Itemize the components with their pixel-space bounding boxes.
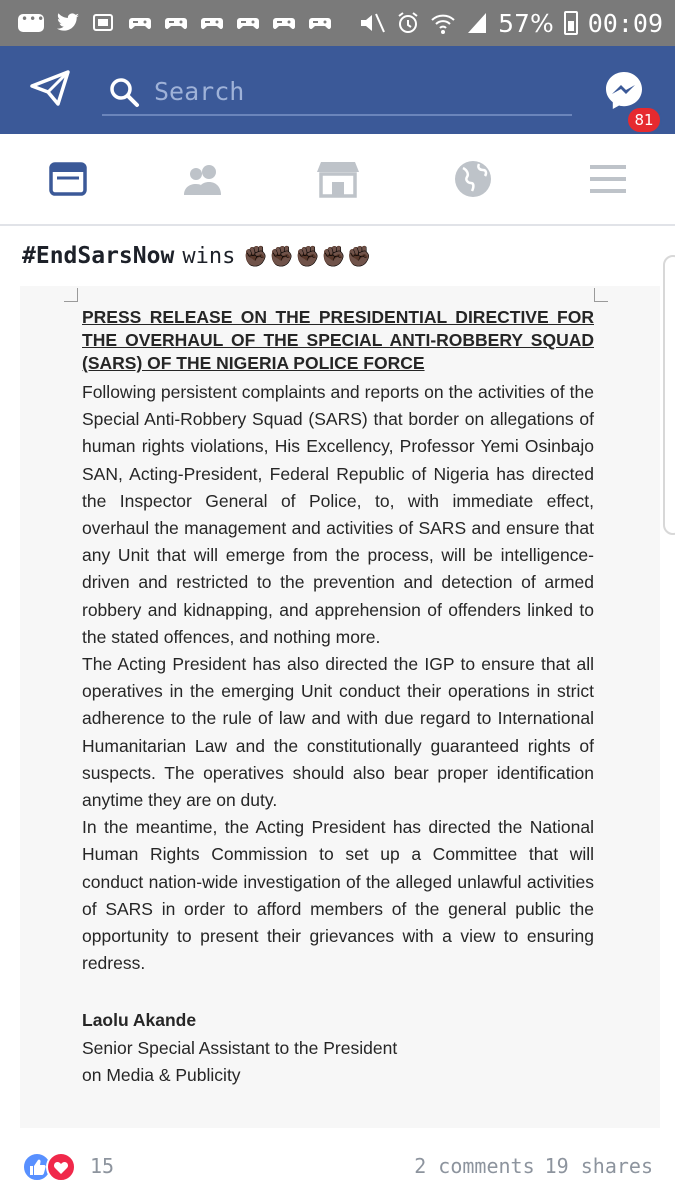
game-controller-icon bbox=[272, 13, 296, 33]
mute-icon bbox=[358, 11, 386, 35]
friends-icon bbox=[181, 163, 225, 195]
hashtag[interactable]: #EndSarsNow bbox=[22, 243, 175, 269]
reaction-count[interactable]: 15 bbox=[90, 1154, 115, 1178]
globe-icon bbox=[453, 159, 493, 199]
post-text bbox=[22, 236, 373, 276]
game-controller-icon bbox=[308, 13, 332, 33]
wifi-icon bbox=[430, 11, 456, 35]
marketplace-icon bbox=[317, 160, 359, 198]
search-icon bbox=[108, 76, 140, 108]
game-controller-icon bbox=[236, 13, 260, 33]
messages-badge: 81 bbox=[626, 106, 662, 134]
notification-icons bbox=[0, 13, 332, 33]
signatory-name: Laolu Akande bbox=[82, 1010, 197, 1031]
press-release-paragraph: In the meantime, the Acting President has directed the National Human Rights Commission to set up a Committee that will conduct nation-wide investigation of the alleged unlawful activities of SARS in order to afford members of the general public the opportunity to present their grievances with a view to ensuring redress. bbox=[82, 817, 594, 974]
search-bar[interactable] bbox=[102, 68, 572, 116]
tab-friends[interactable] bbox=[135, 134, 270, 224]
reactions-bar bbox=[0, 1140, 675, 1196]
menu-icon bbox=[588, 163, 628, 195]
game-controller-icon bbox=[200, 13, 224, 33]
system-status bbox=[358, 0, 663, 46]
crop-corner-mark bbox=[594, 288, 608, 302]
alarm-icon bbox=[396, 11, 420, 35]
fist-emojis: ✊🏿✊🏿✊🏿✊🏿✊🏿 bbox=[243, 244, 373, 268]
app-header bbox=[0, 46, 675, 134]
battery-percent: 57% bbox=[498, 8, 554, 38]
shares-count[interactable]: 19 shares bbox=[544, 1154, 653, 1178]
gallery-notification-icon bbox=[92, 13, 116, 33]
press-release-paragraph: The Acting President has also directed the IGP to ensure that all operatives in the emerging Unit conduct their operations in strict adherence to the rule of law and with due regard to International Humanitarian Law and the constitutionally guaranteed rights of suspects. The operatives should also bear proper identification anytime they are on duty. bbox=[82, 654, 594, 811]
press-release-heading: PRESS RELEASE ON THE PRESIDENTIAL DIRECTIVE FOR THE OVERHAUL OF THE SPECIAL ANTI-ROBBERY SQUAD (SARS) OF THE NIGERIA POLICE FORCE bbox=[82, 307, 594, 373]
twitter-notification-icon bbox=[56, 13, 80, 33]
scroll-handle[interactable] bbox=[663, 255, 675, 535]
tab-menu[interactable] bbox=[540, 134, 675, 224]
news-feed-icon bbox=[49, 162, 87, 196]
tab-notifications[interactable] bbox=[405, 134, 540, 224]
love-reaction-icon bbox=[46, 1152, 76, 1182]
send-icon[interactable] bbox=[28, 68, 72, 108]
tab-news-feed[interactable] bbox=[0, 134, 135, 224]
signatory-title: on Media & Publicity bbox=[82, 1065, 241, 1086]
game-controller-icon bbox=[128, 13, 152, 33]
game-controller-icon bbox=[164, 13, 188, 33]
post-image[interactable] bbox=[20, 286, 660, 1128]
search-input[interactable] bbox=[154, 72, 554, 110]
reaction-icons[interactable] bbox=[22, 1152, 82, 1182]
battery-icon bbox=[564, 11, 578, 35]
nav-tabs bbox=[0, 134, 675, 226]
messages-notification-icon bbox=[18, 14, 44, 32]
signatory-title: Senior Special Assistant to the President bbox=[82, 1037, 398, 1058]
crop-corner-mark bbox=[64, 288, 78, 302]
post-title-text: wins bbox=[182, 243, 236, 269]
press-release bbox=[82, 306, 594, 1090]
signature-block bbox=[82, 1007, 594, 1090]
clock: 00:09 bbox=[587, 8, 663, 38]
signal-icon bbox=[466, 11, 488, 35]
engagement-counts bbox=[414, 1154, 653, 1178]
tab-marketplace[interactable] bbox=[270, 134, 405, 224]
comments-count[interactable]: 2 comments bbox=[414, 1154, 535, 1178]
press-release-paragraph: Following persistent complaints and reports on the activities of the Special Anti-Robbery Squad (SARS) that border on allegations of human rights violations, His Excellency, Professor Yemi Osinbajo SAN, Acting-President, Federal Republic of Nigeria has directed the Inspector General of Police, to, with immediate effect, overhaul the management and activities of SARS and ensure that any Unit that will emerge from the process, will be intelligence-driven and restricted to the prevention and detection of armed robbery and kidnapping, and apprehension of offenders linked to the stated offences, and nothing more. bbox=[82, 382, 594, 647]
status-bar bbox=[0, 0, 675, 46]
